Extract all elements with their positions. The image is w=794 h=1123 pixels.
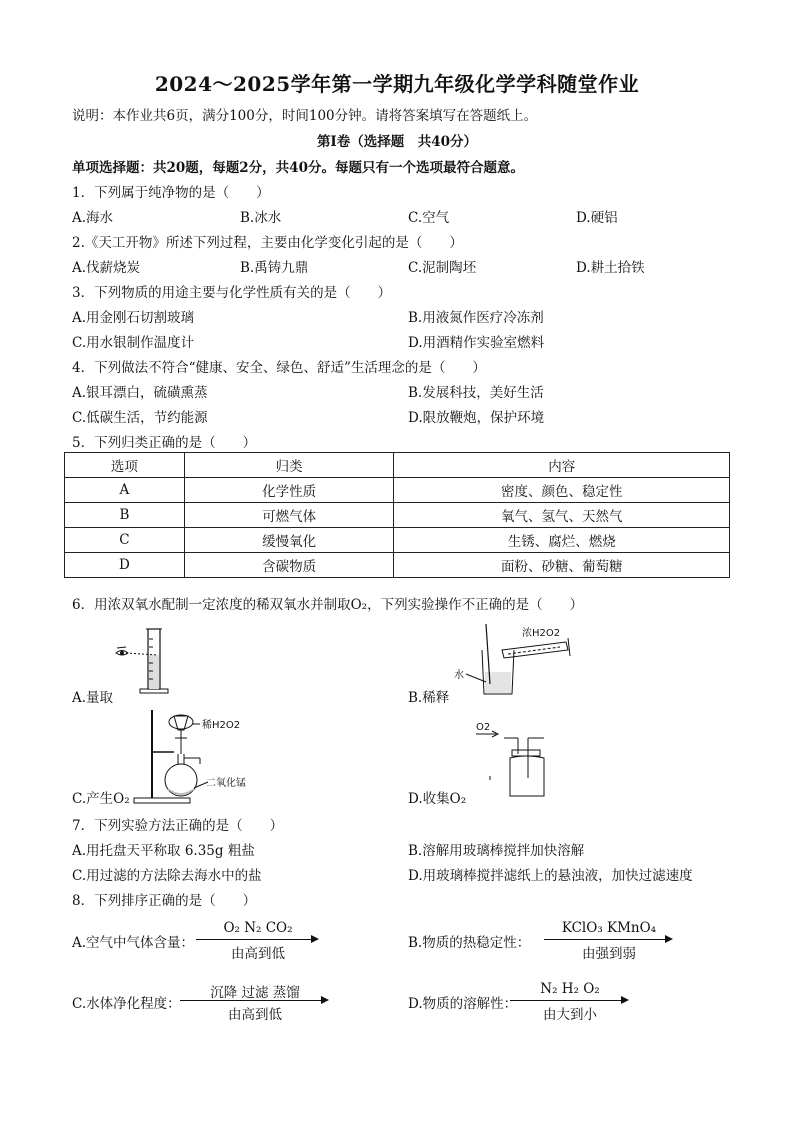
sequence-items: KClO₃ KMnO₄ bbox=[561, 920, 657, 936]
question-8-stem: 8．下列排序正确的是（ ） bbox=[72, 893, 257, 909]
sequence-order: 由大到小 bbox=[543, 1007, 597, 1023]
question-6-stem: 6．用浓双氧水配制一定浓度的稀双氧水并制取O₂，下列实验操作不正确的是（ ） bbox=[72, 597, 584, 613]
table-cell: 氧气、氢气、天然气 bbox=[394, 503, 730, 528]
question-3-option-a: A.用金刚石切割玻璃 bbox=[72, 310, 195, 326]
question-2-stem: 2.《天工开物》所述下列过程，主要由化学变化引起的是（ ） bbox=[72, 235, 463, 251]
question-7-option-d: D.用玻璃棒搅拌滤纸上的悬浊液，加快过滤速度 bbox=[408, 868, 693, 884]
question-6-option-c: C.产生O₂ bbox=[72, 791, 130, 807]
gas-collection-figure bbox=[470, 716, 570, 800]
table-cell: B bbox=[65, 503, 185, 528]
table-cell: 面粉、砂糖、葡萄糖 bbox=[394, 553, 730, 578]
water-label: 水 bbox=[454, 670, 464, 681]
arrow-line bbox=[510, 1000, 622, 1001]
question-1-stem: 1．下列属于纯净物的是（ ） bbox=[72, 185, 270, 201]
question-8-option-d-sequence bbox=[510, 981, 630, 1021]
question-4-option-b: B.发展科技，美好生活 bbox=[408, 385, 544, 401]
question-7-option-b: B.溶解用玻璃棒搅拌加快溶解 bbox=[408, 843, 585, 859]
question-1-option-a: A.海水 bbox=[72, 210, 114, 226]
table-cell: 密度、颜色、稳定性 bbox=[394, 478, 730, 503]
dilute-h2o2-label: 稀H2O2 bbox=[202, 720, 241, 731]
question-8-option-b-sequence bbox=[544, 920, 674, 960]
table-row bbox=[65, 503, 730, 528]
sequence-items: O₂ N₂ CO₂ bbox=[223, 920, 293, 936]
table-cell: 含碳物质 bbox=[184, 553, 394, 578]
question-8-option-a-prefix: A.空气中气体含量： bbox=[72, 935, 195, 951]
question-8-option-a-sequence bbox=[196, 920, 320, 960]
table-cell: 可燃气体 bbox=[184, 503, 394, 528]
question-2-option-a: A.伐薪烧炭 bbox=[72, 260, 141, 276]
sequence-order: 由强到弱 bbox=[582, 946, 636, 962]
question-8-option-c-prefix: C.水体净化程度： bbox=[72, 996, 181, 1012]
table-cell: 生锈、腐烂、燃烧 bbox=[394, 528, 730, 553]
question-4-stem: 4．下列做法不符合“健康、安全、绿色、舒适”生活理念的是（ ） bbox=[72, 360, 486, 376]
table-cell: 化学性质 bbox=[184, 478, 394, 503]
table-header-cell: 归类 bbox=[184, 453, 394, 478]
question-2-option-c: C.泥制陶坯 bbox=[408, 260, 477, 276]
table-row bbox=[65, 553, 730, 578]
question-4-option-a: A.银耳漂白，硫磺熏蒸 bbox=[72, 385, 208, 401]
question-6-option-a: A.量取 bbox=[72, 690, 114, 706]
sequence-items: N₂ H₂ O₂ bbox=[540, 981, 600, 997]
question-4-option-c: C.低碳生活，节约能源 bbox=[72, 410, 208, 426]
table-header-row bbox=[65, 453, 730, 478]
question-3-stem: 3．下列物质的用途主要与化学性质有关的是（ ） bbox=[72, 285, 392, 301]
dilution-figure bbox=[450, 620, 580, 698]
table-row bbox=[65, 478, 730, 503]
question-8-option-c-sequence bbox=[180, 981, 330, 1021]
page-title: 2024～2025学年第一学期九年级化学学科随堂作业 bbox=[154, 72, 640, 96]
question-4-option-d: D.限放鞭炮，保护环境 bbox=[408, 410, 545, 426]
question-3-option-c: C.用水银制作温度计 bbox=[72, 335, 195, 351]
graduated-cylinder-figure bbox=[110, 625, 180, 695]
question-1-option-d: D.硬铝 bbox=[576, 210, 618, 226]
o2-label: O2 bbox=[476, 722, 491, 733]
arrow-line bbox=[180, 1000, 322, 1001]
question-5-stem: 5．下列归类正确的是（ ） bbox=[72, 435, 257, 451]
classification-table bbox=[64, 452, 730, 578]
instructions-note: 说明：本作业共6页，满分100分，时间100分钟。请将答案填写在答题纸上。 bbox=[72, 108, 538, 124]
table-cell: A bbox=[65, 478, 185, 503]
table-cell: C bbox=[65, 528, 185, 553]
oxygen-generator-figure bbox=[128, 708, 258, 804]
table-cell: D bbox=[65, 553, 185, 578]
question-instruction: 单项选择题：共20题，每题2分，共40分。每题只有一个选项最符合题意。 bbox=[72, 160, 524, 176]
conc-h2o2-label: 浓H2O2 bbox=[522, 628, 561, 639]
question-6-option-d: D.收集O₂ bbox=[408, 791, 467, 807]
sequence-items: 沉降 过滤 蒸馏 bbox=[210, 985, 300, 1001]
question-8-option-d-prefix: D.物质的溶解性： bbox=[408, 996, 518, 1012]
sequence-order: 由高到低 bbox=[228, 1007, 282, 1023]
question-1-option-c: C.空气 bbox=[408, 210, 450, 226]
question-6-option-b: B.稀释 bbox=[408, 690, 450, 706]
question-2-option-d: D.耕土拾铁 bbox=[576, 260, 645, 276]
question-1-option-b: B.冰水 bbox=[240, 210, 282, 226]
question-2-option-b: B.禹铸九鼎 bbox=[240, 260, 309, 276]
table-row bbox=[65, 528, 730, 553]
table-header-cell: 选项 bbox=[65, 453, 185, 478]
question-3-option-d: D.用酒精作实验室燃料 bbox=[408, 335, 545, 351]
table-cell: 缓慢氧化 bbox=[184, 528, 394, 553]
question-3-option-b: B.用液氮作医疗冷冻剂 bbox=[408, 310, 544, 326]
table-header-cell: 内容 bbox=[394, 453, 730, 478]
question-7-option-c: C.用过滤的方法除去海水中的盐 bbox=[72, 868, 262, 884]
arrow-line bbox=[196, 939, 312, 940]
mno2-label: 二氧化锰 bbox=[206, 778, 246, 789]
section-heading: 第Ⅰ卷（选择题 共40分） bbox=[316, 134, 478, 150]
sequence-order: 由高到低 bbox=[231, 946, 285, 962]
question-7-stem: 7．下列实验方法正确的是（ ） bbox=[72, 818, 284, 834]
arrow-line bbox=[544, 939, 666, 940]
question-8-option-b-prefix: B.物质的热稳定性： bbox=[408, 935, 531, 951]
question-7-option-a: A.用托盘天平称取 6.35g 粗盐 bbox=[72, 843, 255, 859]
